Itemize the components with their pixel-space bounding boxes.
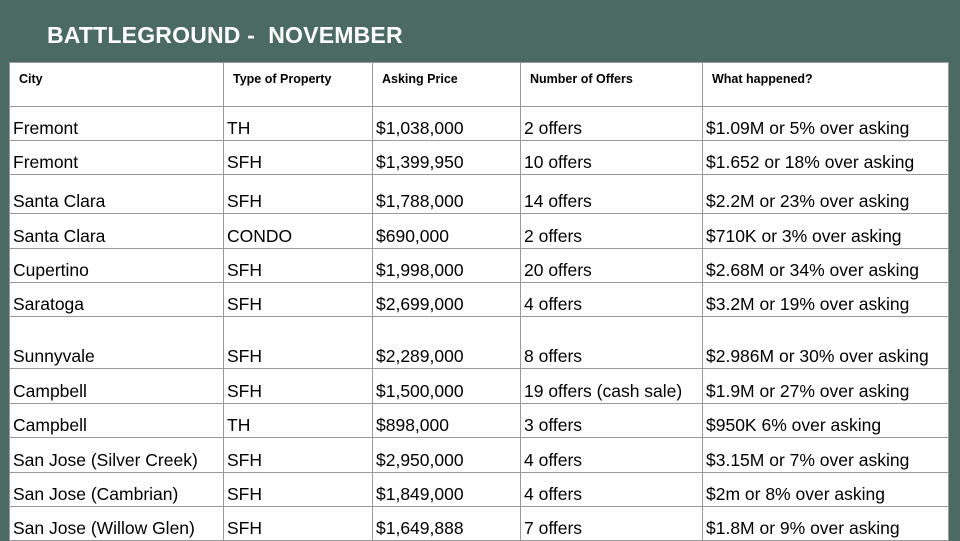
cell-city: Fremont (10, 107, 224, 141)
cell-asking-price: $1,849,000 (373, 473, 521, 507)
table-row (10, 438, 949, 473)
cell-asking-price: $690,000 (373, 214, 521, 249)
table-row (10, 141, 949, 175)
cell-property-type: TH (224, 404, 373, 438)
cell-offers: 4 offers (521, 283, 703, 317)
cell-asking-price: $2,289,000 (373, 317, 521, 369)
table-row (10, 369, 949, 404)
table-row (10, 317, 949, 369)
cell-offers: 8 offers (521, 317, 703, 369)
cell-outcome: $1.9M or 27% over asking (703, 369, 949, 404)
cell-asking-price: $2,950,000 (373, 438, 521, 473)
cell-outcome: $3.2M or 19% over asking (703, 283, 949, 317)
cell-city: Saratoga (10, 283, 224, 317)
cell-offers: 19 offers (cash sale) (521, 369, 703, 404)
cell-offers: 2 offers (521, 107, 703, 141)
cell-city: Fremont (10, 141, 224, 175)
cell-asking-price: $1,998,000 (373, 249, 521, 283)
cell-asking-price: $1,649,888 (373, 507, 521, 541)
table-row (10, 249, 949, 283)
cell-city: Santa Clara (10, 175, 224, 214)
cell-outcome: $1.09M or 5% over asking (703, 107, 949, 141)
cell-outcome: $3.15M or 7% over asking (703, 438, 949, 473)
slide-title: BATTLEGROUND - NOVEMBER (47, 22, 403, 48)
cell-property-type: SFH (224, 249, 373, 283)
cell-property-type: SFH (224, 473, 373, 507)
table-header-row (10, 63, 949, 107)
table-row (10, 175, 949, 214)
cell-property-type: SFH (224, 507, 373, 541)
cell-city: Santa Clara (10, 214, 224, 249)
table-row (10, 283, 949, 317)
cell-asking-price: $1,038,000 (373, 107, 521, 141)
cell-property-type: CONDO (224, 214, 373, 249)
cell-property-type: SFH (224, 438, 373, 473)
cell-asking-price: $1,399,950 (373, 141, 521, 175)
cell-offers: 4 offers (521, 438, 703, 473)
cell-outcome: $2.986M or 30% over asking (703, 317, 949, 369)
cell-outcome: $950K 6% over asking (703, 404, 949, 438)
column-header-outcome: What happened? (703, 63, 949, 107)
table-row (10, 214, 949, 249)
cell-asking-price: $2,699,000 (373, 283, 521, 317)
column-header-city: City (10, 63, 224, 107)
cell-property-type: SFH (224, 283, 373, 317)
cell-offers: 10 offers (521, 141, 703, 175)
cell-outcome: $1.8M or 9% over asking (703, 507, 949, 541)
cell-asking-price: $1,788,000 (373, 175, 521, 214)
table-container (9, 62, 948, 538)
cell-property-type: SFH (224, 175, 373, 214)
table-row (10, 473, 949, 507)
cell-city: Campbell (10, 404, 224, 438)
cell-city: Sunnyvale (10, 317, 224, 369)
cell-outcome: $2m or 8% over asking (703, 473, 949, 507)
sales-table (9, 62, 949, 541)
cell-offers: 2 offers (521, 214, 703, 249)
column-header-offers: Number of Offers (521, 63, 703, 107)
cell-outcome: $1.652 or 18% over asking (703, 141, 949, 175)
cell-offers: 3 offers (521, 404, 703, 438)
cell-city: Campbell (10, 369, 224, 404)
cell-city: San Jose (Willow Glen) (10, 507, 224, 541)
cell-city: San Jose (Silver Creek) (10, 438, 224, 473)
table-row (10, 107, 949, 141)
cell-asking-price: $1,500,000 (373, 369, 521, 404)
cell-offers: 4 offers (521, 473, 703, 507)
cell-property-type: SFH (224, 141, 373, 175)
cell-city: Cupertino (10, 249, 224, 283)
cell-outcome: $710K or 3% over asking (703, 214, 949, 249)
cell-offers: 7 offers (521, 507, 703, 541)
cell-outcome: $2.68M or 34% over asking (703, 249, 949, 283)
cell-property-type: SFH (224, 369, 373, 404)
table-row (10, 507, 949, 541)
column-header-asking-price: Asking Price (373, 63, 521, 107)
cell-city: San Jose (Cambrian) (10, 473, 224, 507)
column-header-property-type: Type of Property (224, 63, 373, 107)
cell-offers: 14 offers (521, 175, 703, 214)
cell-property-type: TH (224, 107, 373, 141)
cell-asking-price: $898,000 (373, 404, 521, 438)
cell-outcome: $2.2M or 23% over asking (703, 175, 949, 214)
cell-property-type: SFH (224, 317, 373, 369)
table-row (10, 404, 949, 438)
cell-offers: 20 offers (521, 249, 703, 283)
